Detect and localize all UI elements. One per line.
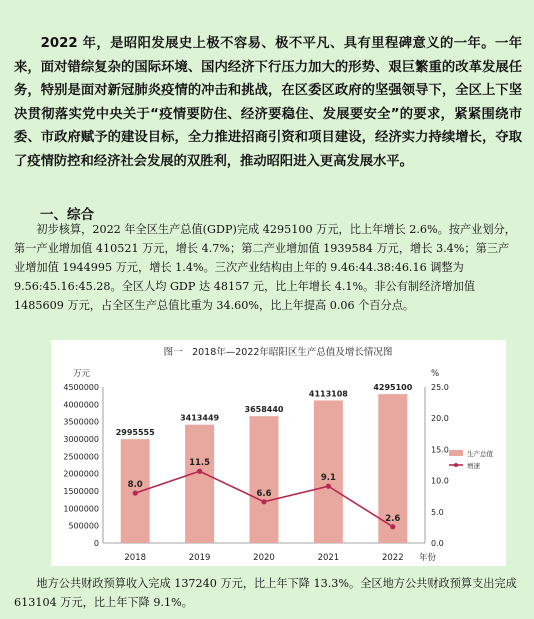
right-tick-label: 15.0 xyxy=(431,445,449,455)
growth-point xyxy=(133,490,138,495)
left-tick-label: 1000000 xyxy=(63,504,99,514)
gdp-bar-label: 3413449 xyxy=(180,413,220,423)
gdp-bar-label: 3658440 xyxy=(244,405,284,415)
gdp-bar xyxy=(314,400,343,543)
x-tick-label: 2021 xyxy=(317,553,340,563)
section-title: 一、综合 xyxy=(40,207,94,223)
left-tick-label: 3000000 xyxy=(63,435,99,444)
growth-point xyxy=(197,469,202,474)
left-axis-unit: 万元 xyxy=(73,369,91,379)
legend-growth-marker xyxy=(454,463,458,467)
left-tick-label: 4000000 xyxy=(63,400,99,410)
growth-label: 6.6 xyxy=(256,488,272,499)
gdp-chart xyxy=(51,340,506,566)
gdp-chart-svg xyxy=(51,340,506,566)
growth-point xyxy=(261,499,266,504)
right-tick-label: 10.0 xyxy=(431,476,449,486)
legend-growth-label: 增速 xyxy=(467,462,480,470)
left-tick-label: 2000000 xyxy=(63,469,99,479)
growth-point xyxy=(326,484,331,489)
x-tick-label: 2019 xyxy=(188,553,211,563)
right-tick-label: 25.0 xyxy=(431,383,449,392)
x-tick-label: 2020 xyxy=(253,553,275,563)
growth-label: 9.1 xyxy=(320,473,336,484)
growth-label: 2.6 xyxy=(385,513,401,524)
gdp-bar xyxy=(250,416,279,543)
growth-label: 11.5 xyxy=(189,458,211,469)
legend-gdp-swatch xyxy=(449,450,463,456)
legend-gdp-label: 生产总值 xyxy=(467,450,493,458)
gdp-paragraph: 初步核算，2022 年全区生产总值(GDP)完成 4295100 万元，比上年增长 2.6%。按产业划分，第一产业增加值 410521 万元，增长 4.7%；第二产业增加值 1939584 万元，增长 3.4%；第三产业增加值 1944995 万元，增长 1.4%。三次产业结构由上年的 9.46:44.38:46.16 调整为 9.56:45.16:45.28。全区人均 GDP 达 48157 元，比上年增长 4.1%。非公有制经济增加值 1485609 万元，占全区生产总值比重为 34.60%，比上年提高 0.06 个百分点。 xyxy=(14,223,516,312)
left-tick-label: 0 xyxy=(93,539,99,548)
x-tick-label: 2022 xyxy=(381,553,404,563)
left-tick-label: 500000 xyxy=(68,521,99,531)
gdp-bar xyxy=(185,425,214,543)
x-axis-unit: 年份 xyxy=(419,553,437,563)
growth-label: 8.0 xyxy=(127,480,143,491)
left-tick-label: 2500000 xyxy=(63,452,99,462)
x-tick-label: 2018 xyxy=(124,553,147,563)
gdp-bar-label: 4113108 xyxy=(308,389,348,399)
left-tick-label: 1500000 xyxy=(63,487,99,496)
left-tick-label: 3500000 xyxy=(63,417,99,427)
left-tick-label: 4500000 xyxy=(63,383,99,392)
chart-title: 图一 2018年—2022年昭阳区生产总值及增长情况图 xyxy=(163,347,393,358)
right-tick-label: 20.0 xyxy=(431,414,449,424)
right-tick-label: 0.0 xyxy=(431,539,444,548)
intro-paragraph: 2022 年，是昭阳发展史上极不容易、极不平凡、具有里程碑意义的一年。一年来，面对错综复杂的国际环境、国内经济下行压力加大的形势、艰巨繁重的改革发展任务，特别是面对新冠肺炎疫情的冲击和挑战，在区委区政府的坚强领导下，全区上下坚决贯彻落实党中央关于“疫情要防住、经济要稳住、发展要安全”的要求，紧紧围绕市委、市政府赋予的建设目标，全力推进招商引资和项目建设，经济实力持续增长，夺取了疫情防控和经济社会发展的双胜利，推动昭阳进入更高发展水平。 xyxy=(14,36,522,169)
right-tick-label: 5.0 xyxy=(431,507,444,517)
gdp-bar-label: 4295100 xyxy=(373,383,413,393)
gdp-bar-label: 2995555 xyxy=(115,428,155,438)
finance-paragraph: 地方公共财政预算收入完成 137240 万元，比上年下降 13.3%。全区地方公共财政预算支出完成 613104 万元，比上年下降 9.1%。 xyxy=(14,577,517,609)
growth-point xyxy=(390,524,395,529)
right-axis-unit: % xyxy=(431,369,440,379)
